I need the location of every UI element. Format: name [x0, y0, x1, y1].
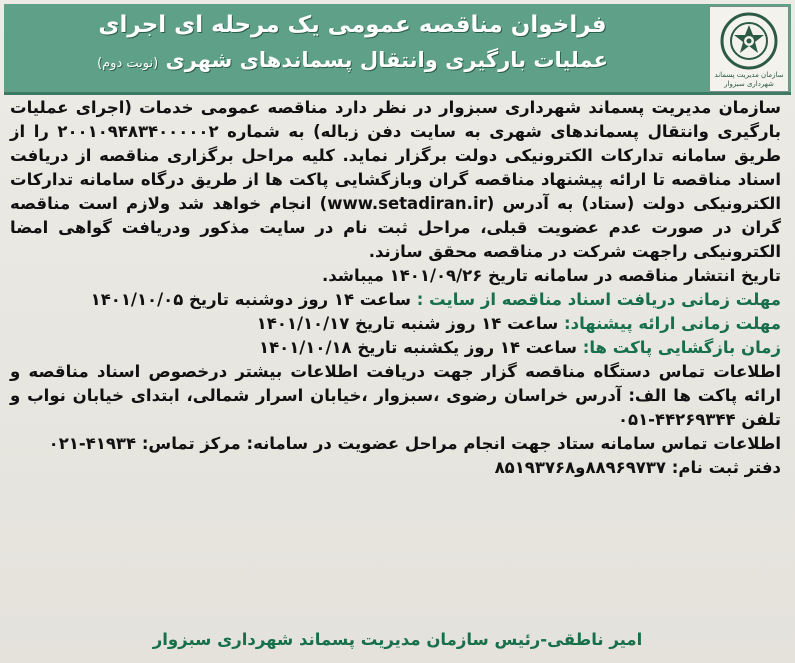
title-line-2-text: عملیات بارگیری وانتقال پسماندهای شهری [165, 48, 608, 72]
title-line-2 [34, 48, 671, 72]
emblem-icon [716, 11, 782, 73]
opening-time-label: زمان بازگشایی پاکت ها: [582, 338, 781, 357]
organization-logo [709, 6, 789, 92]
intro-paragraph: سازمان مدیریت پسماند شهرداری سبزوار در نظر دارد مناقصه عمومی خدمات (اجرای عملیات بارگیری وانتقال پسماندهای شهری به سایت دفن زباله) به شماره ۲۰۰۱۰۹۴۸۳۴۰۰۰۰۰۲ را از طریق سامانه تدارکات الکترونیکی دولت برگزار نماید. کلیه مراحل برگزاری مناقصه از دریافت اسناد مناقصه تا ارائه پیشنهاد مناقصه گران وبازگشایی پاکت ها از طریق درگاه سامانه تدارکات الکترونیکی دولت (ستاد) به آدرس (www.setadiran.ir) انجام خواهد شد ولازم است مناقصه گران در صورت عدم عضویت قبلی، مراحل ثبت نام در سایت مذکور ودریافت گواهی امضا الکترونیکی راجهت شرکت در مناقصه محقق سازند. [10, 98, 781, 261]
deadline-proposal-value: ساعت ۱۴ روز شنبه تاریخ ۱۴۰۱/۱۰/۱۷ [256, 314, 559, 333]
opening-time-value: ساعت ۱۴ روز یکشنبه تاریخ ۱۴۰۱/۱۰/۱۸ [259, 338, 577, 357]
round-note: (نوبت دوم) [97, 56, 159, 71]
deadline-documents-value: ساعت ۱۴ روز دوشنبه تاریخ ۱۴۰۱/۱۰/۰۵ [90, 290, 411, 309]
deadline-proposal [10, 312, 781, 336]
header-banner [4, 4, 791, 95]
signature: امیر ناطقی-رئیس سازمان مدیریت پسماند شهرداری سبزوار [152, 630, 643, 649]
deadline-documents-label: مهلت زمانی دریافت اسناد مناقصه از سایت : [416, 290, 781, 309]
contact-info: اطلاعات تماس دستگاه مناقصه گزار جهت دریافت اطلاعات بیشتر درخصوص اسناد مناقصه و ارائه پاکت ها الف: آدرس خراسان رضوی ،سبزوار ،خیابان اسرار شمالی، ابتدای خیابان نواب و تلفن ۴۴۲۶۹۳۴۴-۰۵۱ [10, 362, 781, 429]
deadline-proposal-label: مهلت زمانی ارائه پیشنهاد: [564, 314, 781, 333]
logo-caption: سازمان مدیریت پسماند شهرداری سبزوار [714, 71, 784, 88]
title-line-1: فراخوان مناقصه عمومی یک مرحله ای اجرای [98, 12, 607, 38]
opening-time [10, 336, 781, 360]
setad-contact: اطلاعات تماس سامانه ستاد جهت انجام مراحل عضویت در سامانه: مرکز تماس: ۴۱۹۳۴-۰۲۱ [48, 434, 781, 453]
publish-date: تاریخ انتشار مناقصه در سامانه تاریخ ۱۴۰۱/۰۹/۲۶ میباشد. [322, 266, 781, 285]
deadline-documents [10, 288, 781, 312]
registry-office: دفتر ثبت نام: ۸۸۹۶۹۷۳۷و۸۵۱۹۳۷۶۸ [494, 458, 781, 477]
notice-body [10, 96, 781, 480]
